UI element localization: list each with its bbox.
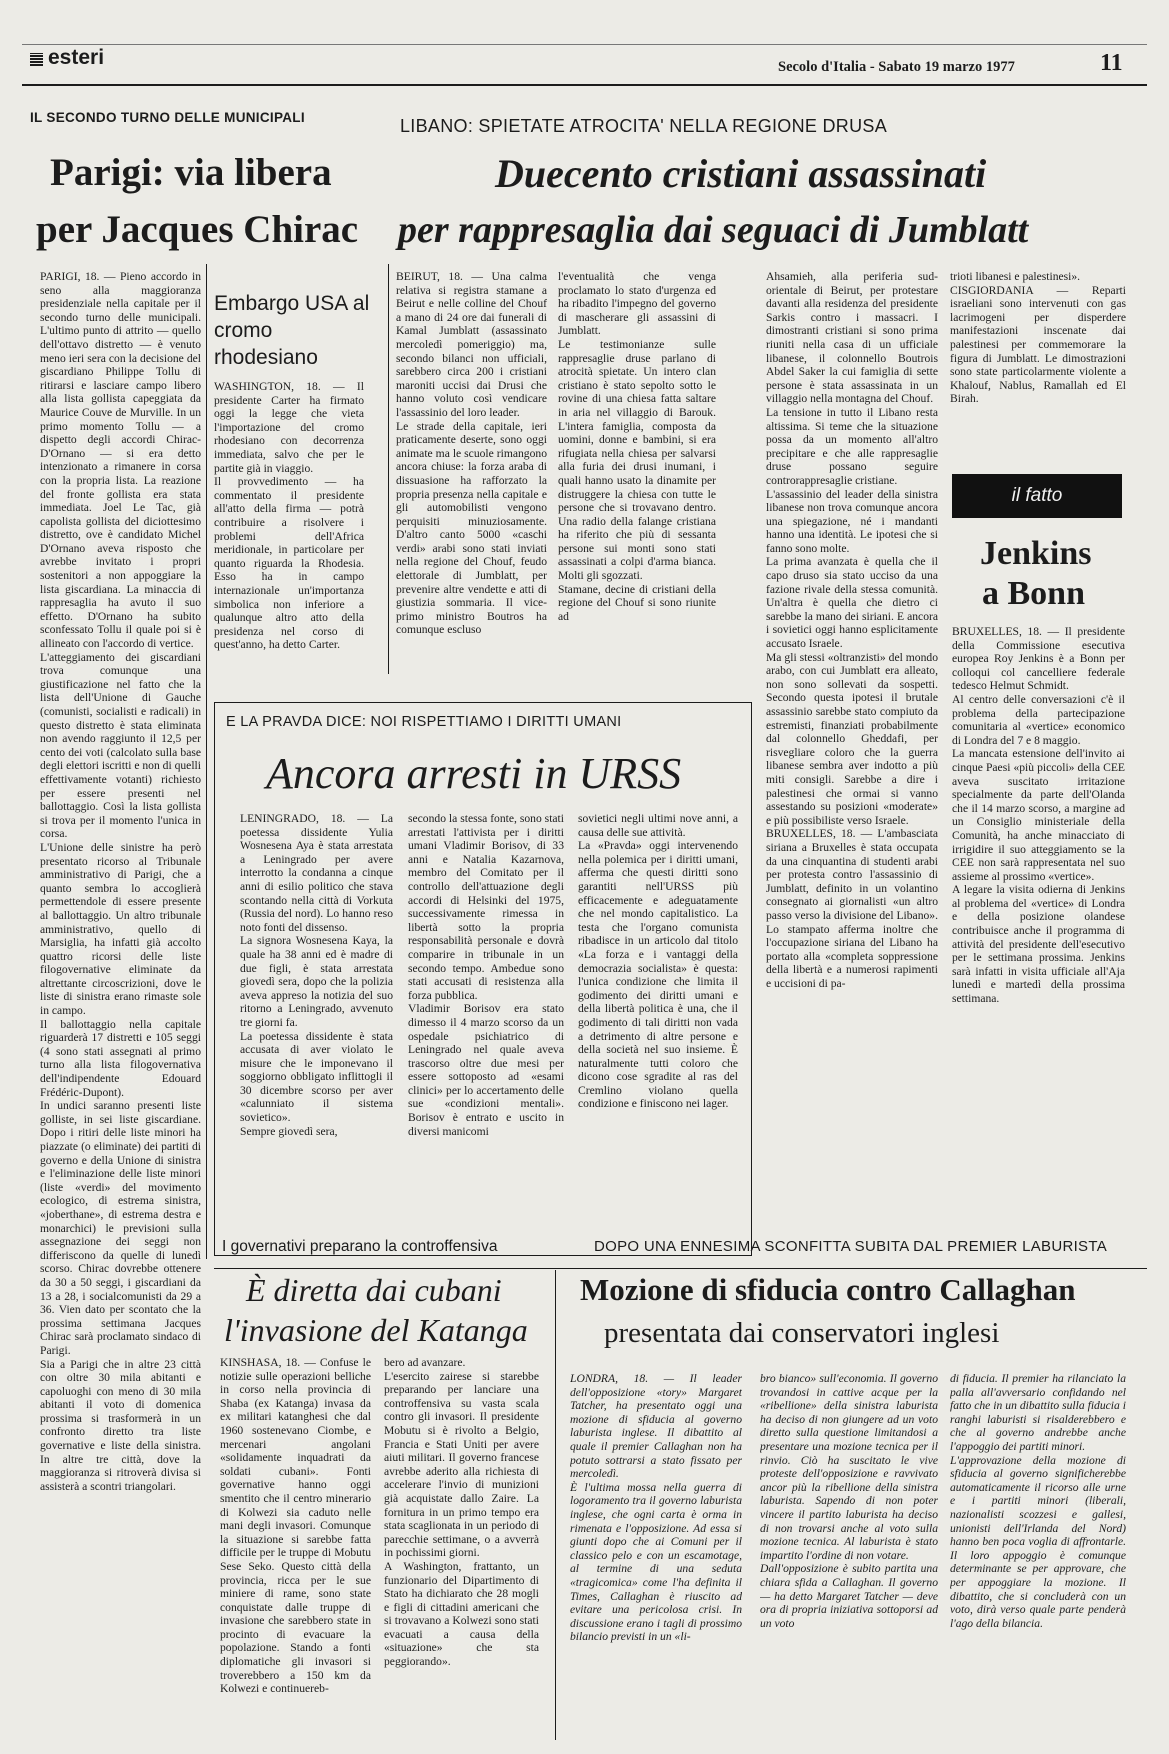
jenkins-headline-2: a Bonn xyxy=(982,575,1085,612)
dateline: Secolo d'Italia - Sabato 19 marzo 1977 xyxy=(778,59,1015,75)
callaghan-col2: bro bianco» sull'economia. Il governo trovandosi in cattive acque per la «ribellione» della sinistra laburista ha deciso di non giungere ad un voto diretto sulla questione limitandosi a presentare una mozione tecnica per il rinvio. Ciò ha suscitato le vive proteste dell'opposizione e ravvivato ancor più la ribellione della sinistra laburista. Sapendo di non poter vincere il partito laburista ha deciso di non trovarsi anche al voto sulla mozione tecnica. Al laburista è stato impartito l'ordine di non votare. Dall'opposizione è subito partita una chiara sfida a Callaghan. Il governo — ha detto Margaret Tatcher — deve ora di propria iniziativa sottoporsi ad un voto xyxy=(760,1372,938,1630)
il-fatto-label xyxy=(952,474,1122,518)
section-label: esteri xyxy=(48,46,105,69)
callaghan-col1: LONDRA, 18. — Il leader dell'opposizione «tory» Margaret Tatcher, ha presentato oggi una mozione di sfiducia al governo laburista inglese. Il dibattito al quale il premier Callaghan non ha potuto sottrarsi a stato fissato per mercoledì. È l'ultima mossa nella guerra di logoramento tra il governo laburista inglese, che ogni carta è orma in rimenata e l'opposizione. Ad essa si giunti dopo che ai Comuni per il classico pelo e con un escamotage, al termine di una seduta «tragicomica» come l'ha definita il Times, Callaghan è riuscito ad evitare una pericolosa crisi. In discussione erano i tagli di prossimo bilancio previsti in un «li- xyxy=(570,1372,742,1644)
embargo-body: WASHINGTON, 18. — Il presidente Carter ha firmato oggi la legge che vieta l'importazione del cromo rhodesiano con decorrenza immediata, salvo che per le partite già in viaggio. Il provvedimento — ha commentato il presidente all'atto della firma — potrà contribuire a risolvere i problemi dell'Africa meridionale, in particolare per quanto riguarda la Rhodesia. Esso ha in campo internazionale un'importanza simbolica non inferiore a qualunque altro atto della presidenza nel corso di quest'anno, ha detto Carter. xyxy=(214,380,364,652)
callaghan-col3: di fiducia. Il premier ha rilanciato la palla all'avversario confidando nel fatto che in un dibattito sulla fiducia i ranghi laburisti si risalderebbero e che al governo andrebbe anche l'appoggio dei partiti minori. L'approvazione della mozione di sfiducia al governo significherebbe automaticamente il ricorso alle urne e i partiti minori (liberali, nazionalisti scozzesi e gallesi, unionisti dell'Irlanda del Nord) hanno ben poca voglia di affrontarle. Il loro appoggio è comunque determinante se per approvare, che per appoggiare la mozione. Il dibattito, che si concluderà con un voto, dirà verso quale parte penderà l'ago della bilancia. xyxy=(950,1372,1126,1630)
urss-col2: secondo la stessa fonte, sono stati arrestati l'attivista per i diritti umani Vladimir Borisov, di 33 anni e Natalia Kazarnova, membro del Comitato per il controllo dell'attuazione degli accordi di Helsinki del 1975, successivamente rimessa in libertà sotto la propria responsabilità personale e dovrà comparire in tribunale in un secondo tempo. Ambedue sono stati accusati di resistenza alla forza pubblica. Vladimir Borisov era stato dimesso il 4 marzo scorso da un ospedale psichiatrico di Leningrado nel quale aveva trascorso oltre due mesi per essere sottoposto ad «esami clinici» per lo accertamento delle sue «condizioni mentali». Borisov è entrato e uscito in diversi manicomi xyxy=(408,812,564,1138)
il-fatto-label-text: il fatto xyxy=(1011,485,1063,506)
lebanon-kicker: LIBANO: SPIETATE ATROCITA' NELLA REGIONE DRUSA xyxy=(400,116,888,136)
section-icon xyxy=(30,53,43,66)
lebanon-headline-2: per rappresaglia dai seguaci di Jumblatt xyxy=(398,209,1029,251)
lebanon-col1: BEIRUT, 18. — Una calma relativa si registra stamane a Beirut e nelle colline del Chouf a mano di 24 ore dai funerali di Kamal Jumblatt (assassinato mercoledì pomeriggio) ma, secondo bilanci non ufficiali, sarebbero circa 200 i cristiani maroniti uccisi dai Drusi che hanno voluto così vendicare l'assassinio del loro leader. Le strade della capitale, ieri praticamente deserte, sono oggi animate ma le scuole rimangono ancora chiuse: la forza araba di dissuasione ha rafforzato la propria presenza nella capitale e gli automobilisti vengono perquisiti minuziosamente. D'altro canto 5000 «caschi verdi» arabi sono stati inviati nella regione del Chouf, feudo elettorale di Jumblatt, per prevenire altre vendette e atti di giustizia sommaria. Il vice-primo ministro Boutros ha comunque escluso xyxy=(396,270,547,637)
katanga-headline-1: È diretta dai cubani xyxy=(246,1272,502,1308)
jenkins-body: BRUXELLES, 18. — Il presidente della Commissione esecutiva europea Roy Jenkins è a Bonn per colloqui col cancelliere federale tedesco Helmut Schmidt. Al centro delle conversazioni c'è il problema della partecipazione comunitaria al «vertice» economico di Londra del 7 e 8 maggio. La mancata estensione dell'invito ai cinque Paesi «più piccoli» della CEE aveva suscitato irritazione specialmente da parte dell'Olanda che il 14 marzo scorso, a margine ad un Consiglio ministeriale della Comunità, ha anche minacciato di irrigidire il suo atteggiamento se la CEE non sarà rappresentata nel suo assieme al prossimo «vertice». A legare la visita odierna di Jenkins al problema del «vertice» di Londra e della posizione olandese contribuisce anche il programma di attività del presidente dell'esecutivo per le settimana prossima. Jenkins sarà infatti in visita ufficiale all'Aja lunedì e martedì della prossima settimana. xyxy=(952,625,1125,1006)
katanga-col1: KINSHASA, 18. — Confuse le notizie sulle operazioni belliche in corso nella provincia di Shaba (ex Katanga) invasa da ex militari katanghesi che dal 1960 sostenevano Ciombe, e mercenari angolani «solidamente inquadrati da soldati cubani». Fonti governative hanno oggi smentito che il centro minerario di Kolwezi sia caduto nelle mani degli invasori. Comunque la situazione si sarebbe fatta difficile per le truppe di Mobutu Sese Seko. Questo città della provincia, ricca per le sue miniere di rame, sono state conquistate dalle truppe di invasione che sarebbero state in procinto di evacuare la popolazione. Stando a fonti diplomatiche gli invasori si troverebbero a 150 km da Kolwezi e continuereb- xyxy=(220,1356,371,1696)
paris-headline-2: per Jacques Chirac xyxy=(36,208,359,251)
jenkins-headline-1: Jenkins xyxy=(980,535,1092,572)
urss-col3: sovietici negli ultimi nove anni, a causa delle sue attività. La «Pravda» oggi intervenendo nella polemica per i diritti umani, afferma che questi diritti sono garantiti nell'URSS più efficacemente e adeguatamente che nel mondo capitalistico. La testa che l'organo comunista ribadisce in un articolo dal titolo «La forza e i vantaggi della democrazia socialista» è questa: l'unica condizione che limita il godimento dei diritti umani e della libertà politica è una, che il godimento di tali diritti non vada a detrimento di altre persone e della società nel suo insieme. È naturalmente tutti coloro che dicono cose sgradite al ras del Cremlino violano quella condizione e finiscono nei lager. xyxy=(578,812,738,1111)
callaghan-headline-2: presentata dai conservatori inglesi xyxy=(604,1317,1000,1349)
paris-kicker: IL SECONDO TURNO DELLE MUNICIPALI xyxy=(30,110,305,125)
callaghan-kicker: DOPO UNA ENNESIMA SCONFITTA SUBITA DAL PREMIER LABURISTA xyxy=(594,1238,1108,1255)
lebanon-col2: l'eventualità che venga proclamato lo stato d'urgenza ed ha ribadito l'impegno del governo di mascherare gli assassini di Jumblatt. Le testimonianze sulle rappresaglie druse parlano di atrocità spietate. Un intero clan cristiano è stato sepolto sotto le rovine di una chiesa fatta saltare in aria nel villaggio di Barouk. L'intera famiglia, composta da uomini, donne e bambini, si era rifugiata nella chiesa per salvarsi alla furia dei drusi inumani, i quali hanno usato la dinamite per distruggere la chiesa con tutte le persone che si trovavano dentro. Una radio della falange cristiana ha riferito che più di sessanta persone sui monti sono stati assassinati a colpi d'arma bianca. Molti gli sgozzati. Stamane, decine di cristiani della regione del Chouf si sono riunite ad xyxy=(558,270,716,623)
katanga-headline-2: l'invasione del Katanga xyxy=(224,1312,528,1348)
urss-col1: LENINGRADO, 18. — La poetessa dissidente Yulia Wosnesena Aya è stata arrestata a Leningrado per avere interrotto la condanna a cinque anni di esilio politico che stava scontando nella città di Vorkuta (Russia del nord). Lo hanno reso noto fonti del dissenso. La signora Wosnesena Kaya, la quale ha 38 anni ed è madre di due figli, è stata arrestata giovedì sera, dopo che la polizia aveva appreso la notizia del suo ritorno a Leningrado, avvenuto tre giorni fa. La poetessa dissidente è stata accusata di aver violato le misure che le imponevano il soggiorno obbligato inflittogli il 30 dicembre scorso per aver «calunniato il sistema sovietico». Sempre giovedì sera, xyxy=(240,812,393,1138)
lebanon-col3: Ahsamieh, alla periferia sud-orientale di Beirut, per protestare davanti alla residenza del presidente Sarkis contro i massacri. I dimostranti cristiani si sono prima riuniti nella casa di un ufficiale libanese, il colonnello Boutrois Abdel Saker la cui famiglia di sette persone è stata assassinata in un villaggio nella montagna del Chouf. La tensione in tutto il Libano resta altissima. Si teme che la situazione possa da un momento all'altro precipitare e che alle rappresaglie druse possano seguire controrappresaglie cristiane. L'assassinio del leader della sinistra libanese non trova comunque ancora una spiegazione, né i mandanti hanno una identità. Le ipotesi che si fanno sono molte. La prima avanzata è quella che il capo druso sia stato ucciso da una fazione rivale della stessa comunità. Un'altra è quella che dietro ci sarebbe la mano dei siriani. E ancora i sovietici oggi hanno esplicitamente accusato Israele. Ma gli stessi «oltranzisti» del mondo arabo, con cui Jumblatt era alleato, non sono sollevati da sospetti. Secondo questa ipotesi il brutale assassinio sarebbe stato compiuto da estremisti, finanziati probabilmente dal colonnello Gheddafi, per risvegliare coloro che la guerra libanese sembra aver indotto a più miti consigli. Sarebbe a dire i palestinesi che ormai si vanno assestando su posizioni «moderate» e più possibiliste verso Israele. BRUXELLES, 18. — L'ambasciata siriana a Bruxelles è stata occupata da una cinquantina di studenti arabi per protesta contro l'assassinio di Jumblatt, definito in un volantino consegnato ai giornalisti «un altro passo verso la divisione del Libano». Lo stampato afferma inoltre che l'occupazione siriana del Libano ha portato alla «completa soppressione della libertà e a numerosi rapimenti e uccisioni di pa- xyxy=(766,270,938,990)
urss-kicker: E LA PRAVDA DICE: NOI RISPETTIAMO I DIRITTI UMANI xyxy=(226,714,622,730)
callaghan-headline-1: Mozione di sfiducia contro Callaghan xyxy=(580,1272,1076,1307)
lebanon-headline-1: Duecento cristiani assassinati xyxy=(495,151,987,196)
page-number: 11 xyxy=(1100,50,1123,76)
katanga-col2: bero ad avanzare. L'esercito zairese si starebbe preparando per lanciare una controffensiva su vasta scala contro gli invasori. Il presidente Mobutu si è rivolto a Belgio, Francia e Stati Uniti per avere aiuti militari. Il governo francese avrebbe aderito alla richiesta di accelerare l'invio di munizioni già acquistate dallo Zaire. La fornitura in un primo tempo era stata scaglionata in un periodo di parecchie settimane, o a avverrà in pochissimi giorni. A Washington, frattanto, un funzionario del Dipartimento di Stato ha dichiarato che 28 mogli e figli di cittadini americani che si trovavano a Kolwezi sono stati evacuati a causa della «situazione» che sta peggiorando». xyxy=(384,1356,539,1669)
katanga-kicker: I governativi preparano la controffensiva xyxy=(222,1238,498,1255)
embargo-title: Embargo USA al cromo rhodesiano xyxy=(214,292,370,369)
paris-headline-1: Parigi: via libera xyxy=(50,151,332,194)
paris-body: PARIGI, 18. — Pieno accordo in seno alla maggioranza presidenziale nella capitale per il secondo turno delle municipali. L'ultimo punto di attrito — quello dell'ottavo distretto — è venuto meno ieri sera con la decisione del giscardiano Philippe Tollu di ritirarsi e lasciare campo libero alla lista gollista capeggiata da Maurice Couve de Murville. In un primo momento Tollu — a dispetto degli accordi Chirac-D'Ornano — si era detto intenzionato a rimanere in corsa con la propria lista. La reazione del fronte gollista era stata immediata. Joel Le Tac, già capolista gollista del diciottesimo distretto, ove è candidato Michel D'Ornano aveva risposto che avrebbe invitato i propri sostenitori a non appoggiare la lista giscardiana. La minaccia di rappresaglia ha avuto il suo effetto. D'Ornano ha subito sconfessato Tollu il quale poi si è allineato con l'accordo di vertice. L'atteggiamento dei giscardiani trova comunque una giustificazione nel fatto che la lista dell'Unione di Gauche (comunisti, socialisti e radicali) in questo distretto è stata eliminata non avendo raggiunto il 12,5 per cento dei voti (calcolato sulla base degli elettori iscritti e non di quelli effettivamente votanti) richiesto per essere presenti nel ballottaggio. Così la lista gollista si trova per il momento l'unica in corsa. L'Unione delle sinistre ha però presentato ricorso al Tribunale amministrativo di Parigi, che a quanto sembra lo accoglierà permettendole di essere presente al ballottaggio. Un altro tribunale amministrativo, quello di Marsiglia, ha infatti già accolto quattro ricorsi delle liste filogovernative eliminate da altrettante circoscrizioni, dove le liste di sinistra erano rimaste sole in campo. Il ballottaggio nella capitale riguarderà 17 distretti e 105 seggi (4 sono stati assegnati al primo turno alla lista filogovernativa dell'indipendente Edouard Frédéric-Dupont). In undici saranno presenti liste golliste, in sei liste giscardiane. Dopo i ritiri delle liste minori ha piazzate (o eliminate) dei partiti di governo e della Unione di sinistra e l'eliminazione delle liste minori (liste «verdi» del movimento ecologico, di estrema sinistra, «joberthane», di estrema destra e monarchici) le previsioni sulla assegnazione dei seggi non differiscono da quelle di lunedì scorso. Chirac dovrebbe ottenere da 30 a 50 seggi, i giscardiani da 13 a 28, i socialcomunisti da 29 a 36. Vien dato per scontato che la prossima settimana Jacques Chirac sarà proclamato sindaco di Parigi. Sia a Parigi che in altre 23 città con oltre 30 mila abitanti e capoluoghi con meno di 30 mila abitanti il voto di domenica prossima si trasformerà in un confronto diretto tra liste governative e liste della sinistra. In altre tre città, dove la maggioranza si ritroverà divisa si assisterà a scontri triangolari. xyxy=(40,270,201,1493)
lebanon-col4: trioti libanesi e palestinesi». CISGIORDANIA — Reparti israeliani sono intervenuti con gas lacrimogeni per disperdere manifestazioni inscenate dai palestinesi per commemorare la figura di Jumblatt. Le dimostrazioni sono state particolarmente violente a Khalouf, Nablus, Ramallah ed El Birah. xyxy=(950,270,1126,406)
urss-headline: Ancora arresti in URSS xyxy=(266,749,682,798)
